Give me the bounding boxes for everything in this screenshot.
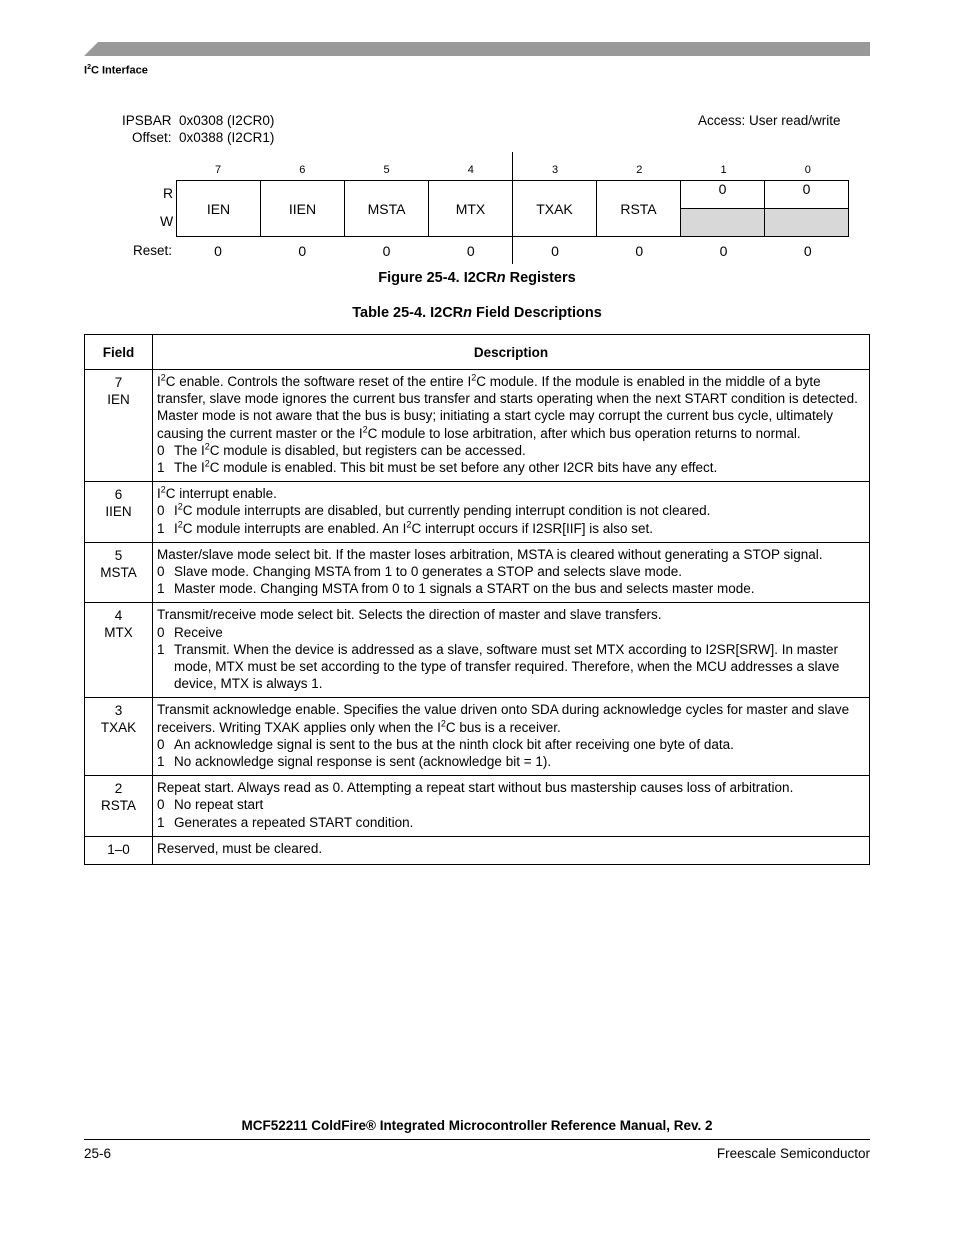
header-bar (84, 42, 870, 56)
bit0-write-reserved (765, 209, 849, 237)
bit-number: 6 (299, 164, 306, 176)
field-cell: 6 IIEN (85, 482, 153, 543)
header-description: Description (153, 335, 870, 370)
bit1-read: 0 (681, 181, 765, 209)
reset-value: 0 (298, 243, 307, 259)
field-cell: 5 MSTA (85, 542, 153, 603)
table-row (85, 370, 870, 482)
read-label: R (163, 185, 174, 201)
bit-number: 4 (467, 164, 474, 176)
reset-label: Reset: (133, 243, 173, 258)
field-iien: IIEN (261, 181, 345, 237)
bit-number: 3 (551, 164, 559, 176)
field-ien: IEN (177, 181, 261, 237)
reset-value: 0 (803, 243, 812, 259)
field-txak: TXAK (513, 181, 597, 237)
field-msta: MSTA (345, 181, 429, 237)
bit-number: 1 (720, 164, 727, 176)
field-cell: 1–0 (85, 836, 153, 864)
description-cell: Transmit/receive mode select bit. Selects the direction of master and slave transfers. 0 Receive 1 Transmit. When the device is addressed as a slave, software must set MTX according to I2SR[SRW]. In master mode, MTX must be set according to the type of transfer required. Therefore, when the MCU addresses a slave device, MTX is always 1. (153, 603, 870, 698)
table-row (85, 698, 870, 776)
reset-value: 0 (551, 243, 559, 259)
description-cell: Repeat start. Always read as 0. Attempting a repeat start without bus mastership causes loss of arbitration. 0 No repeat start 1 Generates a repeated START condition. (153, 776, 870, 837)
description-cell: $I^2C$ enable. Controls the software reset of the entire $I^2C$ module. If the module is enabled in the middle of a byte transfer, slave mode ignores the current bus transfer and starts operating when the next START condition is detected. Master mode is not aware that the bus is busy; initiating a start cycle may corrupt the current bus cycle, ultimately causing the current master or the $I^2C$ module to lose arbitration, after which bus operation returns to normal. 0 The $I^2C$ module is disabled, but registers can be accessed. 1 The $I^2C$ module is enabled. This bit must be set before any other I2CR bits have any effect. (153, 370, 870, 482)
description-cell: Transmit acknowledge enable. Specifies the value driven onto SDA during acknowledge cycles for master and slave receivers. Writing TXAK applies only when the $I^2C$ bus is a receiver. 0 An acknowledge signal is sent to the bus at the ninth clock bit after receiving one byte of data. 1 No acknowledge signal response is sent (acknowledge bit = 1). (153, 698, 870, 776)
field-mtx: MTX (429, 181, 513, 237)
table-row (85, 776, 870, 837)
footer-title: MCF52211 ColdFire® Integrated Microcontroller Reference Manual, Rev. 2 (241, 1118, 713, 1133)
field-description-table (84, 334, 870, 865)
footer-company: Freescale Semiconductor (716, 1146, 870, 1161)
footer-rule (84, 1139, 870, 1140)
table-row (85, 603, 870, 698)
reset-value: 0 (466, 243, 475, 259)
table-header-row (85, 335, 870, 370)
register-address-2: Offset: 0x0388 (I2CR1) (132, 130, 275, 145)
field-cell: 3 TXAK (85, 698, 153, 776)
field-rsta: RSTA (597, 181, 681, 237)
write-label: W (160, 213, 174, 229)
field-cell: 4 MTX (85, 603, 153, 698)
description-cell: Master/slave mode select bit. If the master loses arbitration, MSTA is cleared without generating a STOP signal. 0 Slave mode. Changing MSTA from 1 to 0 generates a STOP and selects slave mode. 1 Master mode. Changing MSTA from 0 to 1 signals a START on the bus and selects master mode. (153, 542, 870, 603)
register-access: Access: User read/write (698, 113, 841, 128)
field-cell: 7 IEN (85, 370, 153, 482)
figure-caption: Figure 25-4. I2CRn Registers (378, 270, 576, 286)
reset-value: 0 (635, 243, 644, 259)
bit-number: 2 (636, 164, 643, 176)
reset-value: 0 (382, 243, 391, 259)
bit0-read: 0 (765, 181, 849, 209)
bit1-write-reserved (681, 209, 765, 237)
description-cell: Reserved, must be cleared. (153, 836, 870, 864)
reset-value: 0 (214, 243, 222, 259)
bit-number: 7 (214, 164, 222, 176)
bit-number: 5 (383, 164, 390, 176)
bit-number: 0 (804, 164, 811, 176)
register-address-1: IPSBAR 0x0308 (I2CR0) (122, 113, 275, 128)
header-field: Field (85, 335, 153, 370)
table-caption: Table 25-4. I2CRn Field Descriptions (352, 305, 602, 321)
reset-value: 0 (719, 243, 728, 259)
section-title: $I^2C$ Interface (84, 64, 148, 77)
table-row (85, 836, 870, 864)
table-row (85, 542, 870, 603)
description-cell: $I^2C$ interrupt enable. 0 $I^2C$ module interrupts are disabled, but currently pending interrupt condition is not cleared. 1 $I^2C$ module interrupts are enabled. An $I^2C$ interrupt occurs if I2SR[IIF] is also set. (153, 482, 870, 543)
page-number: 25-6 (84, 1146, 112, 1161)
register-diagram (176, 180, 849, 237)
field-cell: 2 RSTA (85, 776, 153, 837)
table-row (85, 482, 870, 543)
